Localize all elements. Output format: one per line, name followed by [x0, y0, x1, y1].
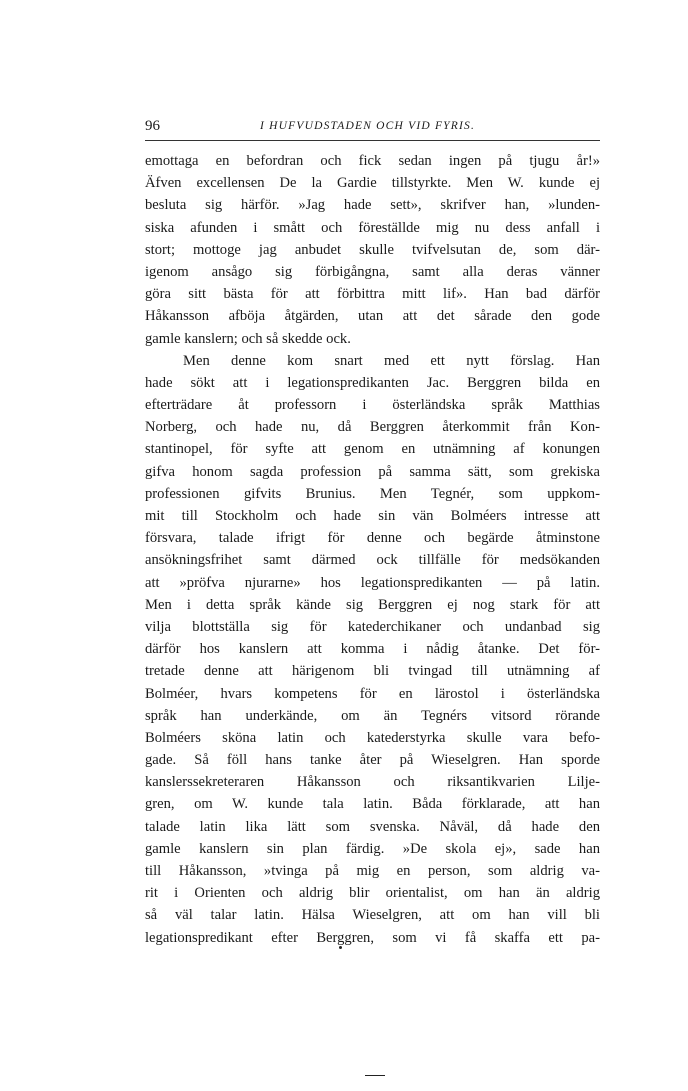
text-line: emottaga en befordran och fick sedan ingen på tjugu år!»: [145, 153, 600, 169]
text-line: stort; mottoge jag anbudet skulle tvifvelsutan de, som där-: [145, 241, 600, 258]
text-line: gamle kanslern; och så skedde ock.: [145, 330, 351, 347]
text-line: igenom ansågo sig förbigångna, samt alla deras vänner: [145, 263, 600, 280]
text-line: Bolméers sköna latin och katederstyrka skulle vara befo-: [145, 729, 600, 746]
text-line: därför hos kanslern att komma i nådig åtanke. Det för-: [145, 641, 600, 658]
text-line: mit till Stockholm och hade sin vän Bolméers intresse att: [145, 508, 600, 524]
text-line: gamle kanslern sin plan färdig. »De skola ej», sade han: [145, 840, 600, 857]
text-line: Bolméer, hvars kompetens för en lärostol i österländska: [145, 685, 600, 702]
text-line: rit i Orienten och aldrig blir orientalist, om han än aldrig: [145, 885, 600, 902]
text-line: legationspredikant efter Berggren, som vi få skaffa ett pa-: [145, 929, 600, 946]
text-line: talade latin lika lätt som svenska. Nåväl, då hade den: [145, 818, 600, 835]
text-line: kanslerssekreteraren Håkansson och riksantikvarien Lilje-: [145, 774, 600, 791]
text-line: Norberg, och hade nu, då Berggren återkommit från Kon-: [145, 419, 600, 436]
text-line: professionen gifvits Brunius. Men Tegnér, som uppkom-: [145, 485, 600, 502]
text-line: försvara, talade ifrigt för denne och begärde åtminstone: [145, 530, 600, 547]
page-header: [145, 118, 600, 141]
footer-rule: [365, 1075, 385, 1076]
text-line: besluta sig härför. »Jag hade sett», skrifver han, »lunden-: [145, 197, 600, 214]
text-line: tretade denne att härigenom bli tvingad till utnämning af: [145, 663, 600, 680]
text-line: vilja blottställa sig för katederchikaner och undanbad sig: [145, 618, 600, 635]
text-line: efterträdare åt professorn i österländska språk Matthias: [145, 397, 600, 414]
text-line: till Håkansson, »tvinga på mig en person, som aldrig va-: [145, 863, 600, 879]
text-line: siska afunden i smått och föreställde mig nu dess anfall i: [145, 219, 600, 236]
ink-dot: [339, 946, 342, 949]
page-number: 96: [145, 118, 160, 134]
text-line: Äfven excellensen De la Gardie tillstyrkte. Men W. kunde ej: [145, 175, 600, 192]
text-line: hade sökt att i legationspredikanten Jac. Berggren bilda en: [145, 374, 600, 391]
text-line: göra sitt bästa för att förbittra mitt lif». Han bad därför: [145, 286, 600, 303]
text-line: Men denne kom snart med ett nytt förslag. Han: [183, 352, 600, 369]
running-head: I HUFVUDSTADEN OCH VID FYRIS.: [260, 120, 476, 132]
text-line: ansökningsfrihet samt därmed ock tillfälle för medsökanden: [145, 552, 600, 569]
text-line: gifva honom sagda profession på samma sätt, som grekiska: [145, 463, 600, 480]
text-line: så väl talar latin. Hälsa Wieselgren, att om han vill bli: [145, 907, 600, 924]
text-line: språk han underkände, om än Tegnérs vitsord rörande: [145, 707, 600, 724]
text-line: Håkansson afböja åtgärden, utan att det sårade den gode: [145, 308, 600, 325]
text-line: stantinopel, för syfte att genom en utnämning af konungen: [145, 441, 600, 458]
text-line: Men i detta språk kände sig Berggren ej nog stark för att: [145, 596, 600, 613]
text-line: gren, om W. kunde tala latin. Båda förklarade, att han: [145, 796, 600, 813]
text-line: att »pröfva njurarne» hos legationspredikanten — på latin.: [145, 574, 600, 591]
body-text: [145, 150, 600, 949]
text-line: gade. Så föll hans tanke åter på Wieselgren. Han sporde: [145, 752, 600, 769]
